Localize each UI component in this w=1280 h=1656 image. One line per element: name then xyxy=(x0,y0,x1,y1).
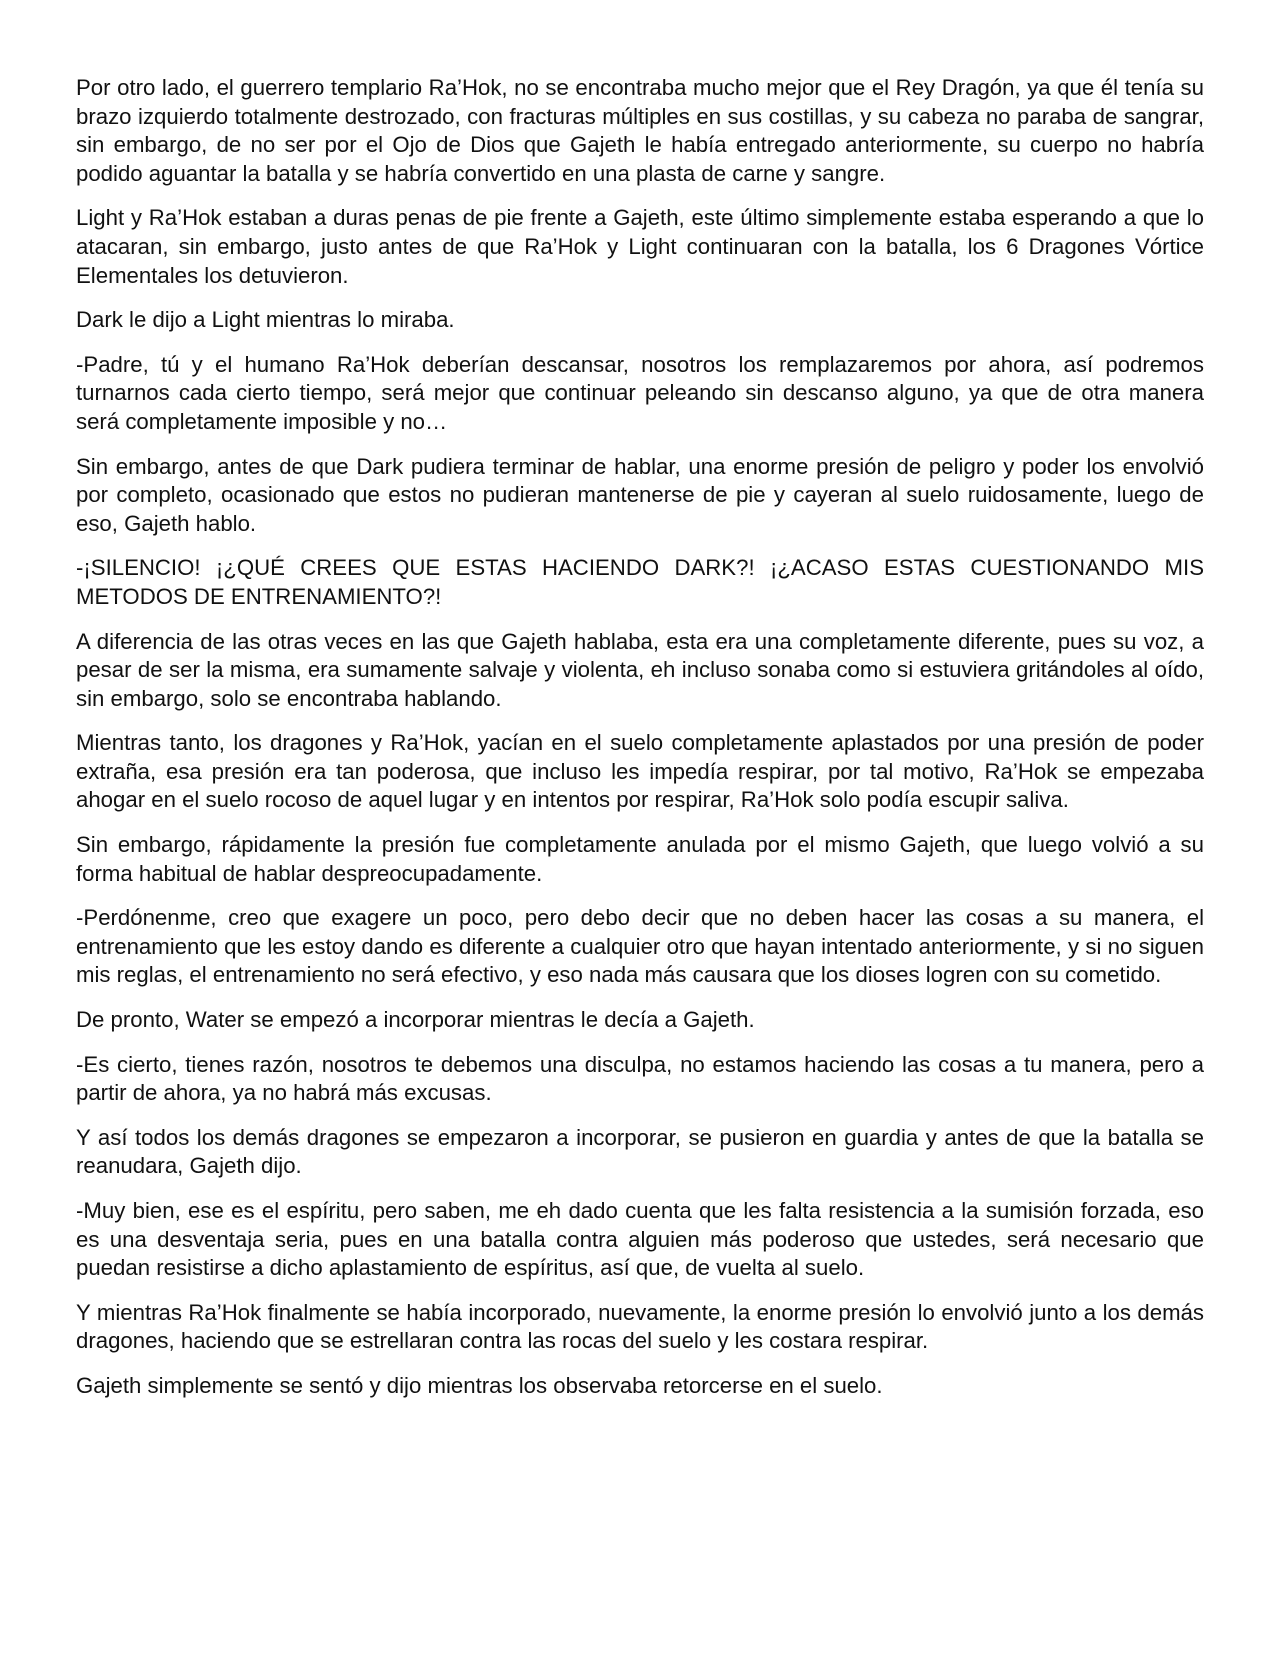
document-page xyxy=(76,74,1204,1417)
paragraph: Y mientras Ra’Hok finalmente se había incorporado, nuevamente, la enorme presión lo envolvió junto a los demás dragones, haciendo que se estrellaran contra las rocas del suelo y les costara respirar. xyxy=(76,1299,1204,1354)
paragraph: -Muy bien, ese es el espíritu, pero saben, me eh dado cuenta que les falta resistencia a la sumisión forzada, eso es una desventaja seria, pues en una batalla contra alguien más poderoso que ustedes, será necesario que puedan resistirse a dicho aplastamiento de espíritus, así que, de vuelta al suelo. xyxy=(76,1198,1204,1281)
paragraph: De pronto, Water se empezó a incorporar mientras le decía a Gajeth. xyxy=(76,1007,755,1033)
paragraph: Dark le dijo a Light mientras lo miraba. xyxy=(76,307,455,333)
paragraph: -Padre, tú y el humano Ra’Hok deberían descansar, nosotros los remplazaremos por ahora, así podremos turnarnos cada cierto tiempo, será mejor que continuar peleando sin descanso alguno, ya que de otra manera será completamente imposible y no… xyxy=(76,351,1204,434)
paragraph: Mientras tanto, los dragones y Ra’Hok, yacían en el suelo completamente aplastados por una presión de poder extraña, esa presión era tan poderosa, que incluso les impedía respirar, por tal motivo, Ra’Hok se empezaba ahogar en el suelo rocoso de aquel lugar y en intentos por respirar, Ra’Hok solo podía escupir saliva. xyxy=(76,730,1204,813)
paragraph: A diferencia de las otras veces en las que Gajeth hablaba, esta era una completamente diferente, pues su voz, a pesar de ser la misma, era sumamente salvaje y violenta, eh incluso sonaba como si estuviera gritándoles al oído, sin embargo, solo se encontraba hablando. xyxy=(76,628,1204,711)
paragraph: Por otro lado, el guerrero templario Ra’Hok, no se encontraba mucho mejor que el Rey Dragón, ya que él tenía su brazo izquierdo totalmente destrozado, con fracturas múltiples en sus costillas, y su cabeza no paraba de sangrar, sin embargo, de no ser por el Ojo de Dios que Gajeth le había entregado anteriormente, su cuerpo no habría podido aguantar la batalla y se habría convertido en una plasta de carne y sangre. xyxy=(76,75,1204,186)
paragraph: Sin embargo, rápidamente la presión fue completamente anulada por el mismo Gajeth, que luego volvió a su forma habitual de hablar despreocupadamente. xyxy=(76,832,1204,886)
paragraph: -¡SILENCIO! ¡¿QUÉ CREES QUE ESTAS HACIENDO DARK?! ¡¿ACASO ESTAS CUESTIONANDO MIS METODOS DE ENTRENAMIENTO?! xyxy=(76,555,1204,609)
paragraph: -Perdónenme, creo que exagere un poco, pero debo decir que no deben hacer las cosas a su manera, el entrenamiento que les estoy dando es diferente a cualquier otro que hayan intentado anteriormente, y si no siguen mis reglas, el entrenamiento no será efectivo, y eso nada más causara que los dioses logren con su cometido. xyxy=(76,905,1204,988)
paragraph: -Es cierto, tienes razón, nosotros te debemos una disculpa, no estamos haciendo las cosas a tu manera, pero a partir de ahora, ya no habrá más excusas. xyxy=(76,1051,1204,1106)
paragraph: Gajeth simplemente se sentó y dijo mientras los observaba retorcerse en el suelo. xyxy=(76,1372,883,1398)
paragraph: Y así todos los demás dragones se empezaron a incorporar, se pusieron en guardia y antes de que la batalla se reanudara, Gajeth dijo. xyxy=(76,1124,1204,1179)
paragraph: Light y Ra’Hok estaban a duras penas de pie frente a Gajeth, este último simplemente estaba esperando a que lo atacaran, sin embargo, justo antes de que Ra’Hok y Light continuaran con la batalla, los 6 Dragones Vórtice Elementales los detuvieron. xyxy=(76,205,1204,288)
paragraph: Sin embargo, antes de que Dark pudiera terminar de hablar, una enorme presión de peligro y poder los envolvió por completo, ocasionado que estos no pudieran mantenerse de pie y cayeran al suelo ruidosamente, luego de eso, Gajeth hablo. xyxy=(76,453,1204,536)
